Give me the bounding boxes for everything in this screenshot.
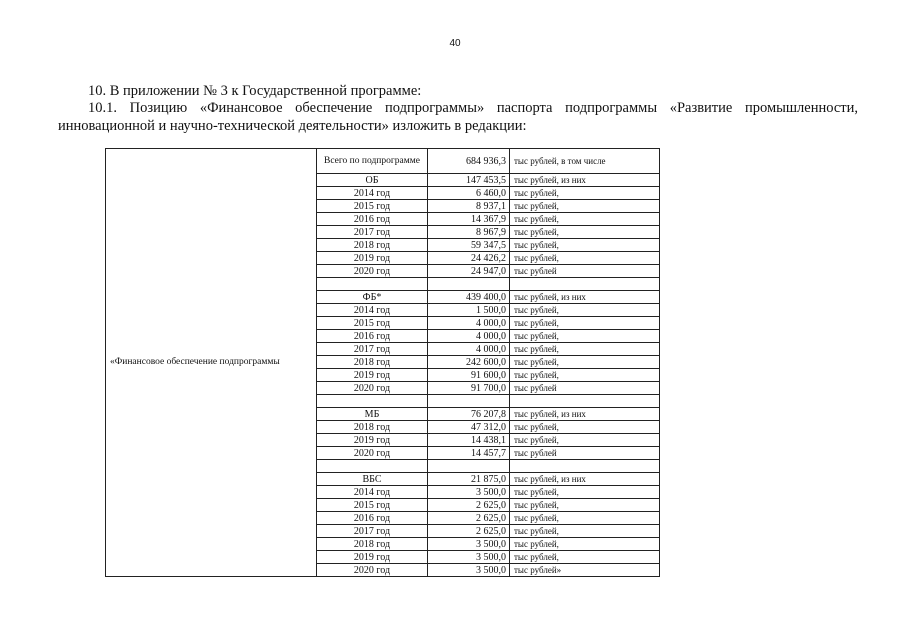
row-label: 2015 год <box>317 200 428 213</box>
row-label: 2020 год <box>317 265 428 278</box>
row-unit: тыс рублей, <box>510 304 660 317</box>
funding-table <box>105 148 660 577</box>
row-label: 2015 год <box>317 317 428 330</box>
row-label: ФБ* <box>317 291 428 304</box>
row-label: 2016 год <box>317 330 428 343</box>
row-unit: тыс рублей <box>510 382 660 395</box>
paragraph-position: 10.1. Позицию «Финансовое обеспечение подпрограммы» паспорта подпрограммы «Развитие промышленности, инновационной и научно-технической деятельности» изложить в редакции: <box>58 100 858 134</box>
row-value: 47 312,0 <box>428 421 510 434</box>
row-label: 2017 год <box>317 343 428 356</box>
row-label: 2014 год <box>317 486 428 499</box>
row-label <box>317 278 428 291</box>
row-value: 3 500,0 <box>428 538 510 551</box>
row-label: 2014 год <box>317 187 428 200</box>
row-unit: тыс рублей, <box>510 421 660 434</box>
row-unit: тыс рублей, <box>510 369 660 382</box>
row-value: 76 207,8 <box>428 408 510 421</box>
row-label: 2018 год <box>317 356 428 369</box>
row-label: 2016 год <box>317 213 428 226</box>
row-label: 2015 год <box>317 499 428 512</box>
row-unit: тыс рублей, <box>510 226 660 239</box>
row-unit: тыс рублей, <box>510 343 660 356</box>
row-label: МБ <box>317 408 428 421</box>
row-unit: тыс рублей, <box>510 213 660 226</box>
row-label <box>317 460 428 473</box>
row-label: 2020 год <box>317 382 428 395</box>
funding-table-body <box>106 149 660 577</box>
row-value: 91 600,0 <box>428 369 510 382</box>
row-unit: тыс рублей <box>510 265 660 278</box>
row-value: 14 457,7 <box>428 447 510 460</box>
row-value: 3 500,0 <box>428 486 510 499</box>
row-value: 91 700,0 <box>428 382 510 395</box>
row-value <box>428 460 510 473</box>
row-unit: тыс рублей» <box>510 564 660 577</box>
row-unit: тыс рублей, из них <box>510 291 660 304</box>
row-unit: тыс рублей, из них <box>510 174 660 187</box>
row-unit <box>510 395 660 408</box>
row-label: 2019 год <box>317 369 428 382</box>
row-label: ВБС <box>317 473 428 486</box>
row-label: 2014 год <box>317 304 428 317</box>
row-unit: тыс рублей, <box>510 330 660 343</box>
row-unit: тыс рублей <box>510 447 660 460</box>
table-row <box>106 149 660 174</box>
row-value: 2 625,0 <box>428 512 510 525</box>
row-unit: тыс рублей, из них <box>510 473 660 486</box>
row-value: 8 967,9 <box>428 226 510 239</box>
row-label <box>317 395 428 408</box>
row-unit: тыс рублей, <box>510 317 660 330</box>
row-label: 2018 год <box>317 538 428 551</box>
row-unit: тыс рублей, <box>510 434 660 447</box>
row-label: 2020 год <box>317 564 428 577</box>
row-value: 59 347,5 <box>428 239 510 252</box>
row-unit: тыс рублей, <box>510 551 660 564</box>
row-unit: тыс рублей, <box>510 499 660 512</box>
row-value: 2 625,0 <box>428 499 510 512</box>
row-unit <box>510 460 660 473</box>
row-unit: тыс рублей, в том числе <box>510 149 660 174</box>
row-label: ОБ <box>317 174 428 187</box>
row-unit: тыс рублей, <box>510 512 660 525</box>
row-label: Всего по подпрограмме <box>317 149 428 174</box>
row-value: 3 500,0 <box>428 551 510 564</box>
row-unit: тыс рублей, <box>510 200 660 213</box>
row-label: 2019 год <box>317 434 428 447</box>
row-label: 2017 год <box>317 525 428 538</box>
row-value: 24 426,2 <box>428 252 510 265</box>
row-unit: тыс рублей, <box>510 486 660 499</box>
paragraph-intro: 10. В приложении № 3 к Государственной программе: <box>88 83 422 99</box>
row-unit: тыс рублей, из них <box>510 408 660 421</box>
row-value: 439 400,0 <box>428 291 510 304</box>
row-label: 2017 год <box>317 226 428 239</box>
row-value: 684 936,3 <box>428 149 510 174</box>
page-number: 40 <box>449 38 461 49</box>
row-label: 2018 год <box>317 421 428 434</box>
row-value: 4 000,0 <box>428 343 510 356</box>
row-value: 242 600,0 <box>428 356 510 369</box>
row-value: 1 500,0 <box>428 304 510 317</box>
row-value: 14 438,1 <box>428 434 510 447</box>
row-value <box>428 395 510 408</box>
row-value: 6 460,0 <box>428 187 510 200</box>
row-label: 2019 год <box>317 551 428 564</box>
row-unit: тыс рублей, <box>510 239 660 252</box>
row-unit: тыс рублей, <box>510 356 660 369</box>
position-label: «Финансовое обеспечение подпрограммы <box>106 149 317 577</box>
row-unit: тыс рублей, <box>510 538 660 551</box>
row-value: 4 000,0 <box>428 317 510 330</box>
row-value: 3 500,0 <box>428 564 510 577</box>
row-value: 8 937,1 <box>428 200 510 213</box>
row-value: 2 625,0 <box>428 525 510 538</box>
row-label: 2019 год <box>317 252 428 265</box>
row-value: 24 947,0 <box>428 265 510 278</box>
row-label: 2016 год <box>317 512 428 525</box>
row-label: 2018 год <box>317 239 428 252</box>
row-value: 21 875,0 <box>428 473 510 486</box>
row-unit: тыс рублей, <box>510 252 660 265</box>
row-label: 2020 год <box>317 447 428 460</box>
row-value: 14 367,9 <box>428 213 510 226</box>
row-value: 147 453,5 <box>428 174 510 187</box>
row-unit: тыс рублей, <box>510 187 660 200</box>
row-unit: тыс рублей, <box>510 525 660 538</box>
row-value <box>428 278 510 291</box>
row-unit <box>510 278 660 291</box>
row-value: 4 000,0 <box>428 330 510 343</box>
